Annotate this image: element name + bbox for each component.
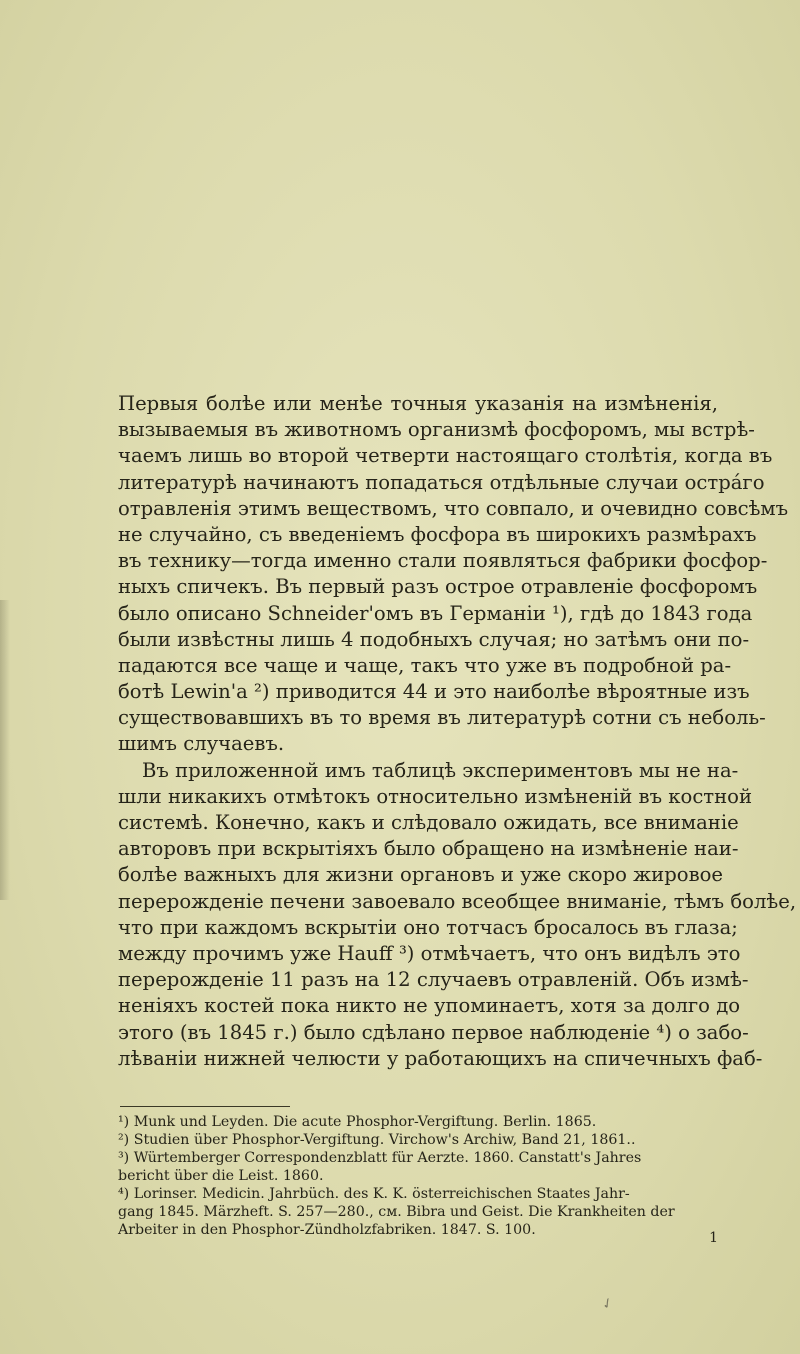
page-edge-shadow <box>0 600 10 900</box>
main-text <box>118 391 797 1072</box>
text-line: вызываемыя въ животномъ организмѣ фосфоромъ, мы встрѣ- <box>118 418 755 442</box>
text-line: лѣваніи нижней челюсти у работающихъ на спичечныхъ фаб- <box>118 1046 763 1070</box>
footnote-line: Arbeiter in den Phosphor-Zündholzfabriken. 1847. S. 100. <box>118 1222 536 1238</box>
footnote-divider <box>120 1106 290 1107</box>
text-line: болѣе важныхъ для жизни органовъ и уже скоро жировое <box>118 863 723 887</box>
footnote-line: ¹) Munk und Leyden. Die acute Phosphor-Vergiftung. Berlin. 1865. <box>118 1114 597 1130</box>
paragraph-2 <box>118 758 797 1072</box>
text-line: шимъ случаевъ. <box>118 732 285 756</box>
text-line: системѣ. Конечно, какъ и слѣдовало ожидать, все вниманіе <box>118 811 739 834</box>
text-line: чаемъ лишь во второй четверти настоящаго столѣтія, когда въ <box>118 444 773 468</box>
text-line: существовавшихъ въ то время въ литературѣ сотни съ неболь- <box>118 706 766 730</box>
footnote-line: ³) Würtemberger Correspondenzblatt für Aerzte. 1860. Canstatt's Jahres <box>118 1150 642 1166</box>
text-line: въ технику—тогда именно стали появляться фабрики фосфор- <box>118 549 768 573</box>
text-line: падаются все чаще и чаще, такъ что уже въ подробной ра- <box>118 653 732 677</box>
text-line: Первыя болѣе или менѣе точныя указанія на измѣненія, <box>118 392 718 415</box>
pencil-check-mark: ✓ <box>598 1294 617 1314</box>
text-line: этого (въ 1845 г.) было сдѣлано первое наблюденіе ⁴) о забо- <box>118 1020 749 1044</box>
text-line: что при каждомъ вскрытіи оно тотчасъ бросалось въ глаза; <box>118 915 738 939</box>
text-line: неніяхъ костей пока никто не упоминаетъ, хотя за долго до <box>118 994 741 1018</box>
text-line: отравленія этимъ веществомъ, что совпало, и очевидно совсѣмъ <box>118 496 789 520</box>
footnote-line: gang 1845. Märzheft. S. 257—280., см. Bibra und Geist. Die Krankheiten der <box>118 1204 675 1220</box>
paragraph-1 <box>118 391 789 758</box>
footnote-line: ²) Studien über Phosphor-Vergiftung. Virchow's Archiw, Band 21, 1861.. <box>118 1132 636 1148</box>
page-number: 1 <box>709 1230 718 1246</box>
text-line: Въ приложенной имъ таблицѣ экспериментовъ мы не на- <box>142 758 739 782</box>
text-line: между прочимъ уже Hauff ³) отмѣчаетъ, что онъ видѣлъ это <box>118 941 741 965</box>
text-line: ныхъ спичекъ. Въ первый разъ острое отравленіе фосфоромъ <box>118 575 758 599</box>
text-line: не случайно, съ введеніемъ фосфора въ широкихъ размѣрахъ <box>118 522 757 546</box>
text-line: литературѣ начинаютъ попадаться отдѣльные случаи острáго <box>118 470 765 494</box>
text-line: шли никакихъ отмѣтокъ относительно измѣненій въ костной <box>118 784 753 808</box>
footnote-line: bericht über die Leist. 1860. <box>118 1168 324 1184</box>
text-line: были извѣстны лишь 4 подобныхъ случая; но затѣмъ они по- <box>118 627 750 651</box>
text-line: ботѣ Lewin'а ²) приводится 44 и это наиболѣе вѣроятные изъ <box>118 680 750 704</box>
text-line: перерожденіе 11 разъ на 12 случаевъ отравленій. Объ измѣ- <box>118 968 749 992</box>
text-line: перерожденіе печени завоевало всеобщее вниманіе, тѣмъ болѣе, <box>118 889 797 913</box>
footnote-line: ⁴) Lorinser. Medicin. Jahrbüch. des K. K. österreichischen Staates Jahr- <box>118 1186 630 1202</box>
footnotes <box>118 1113 718 1239</box>
text-line: было описано Schneider'омъ въ Германіи ¹), гдѣ до 1843 года <box>118 601 753 625</box>
text-line: авторовъ при вскрытіяхъ было обращено на измѣненіе наи- <box>118 837 739 861</box>
